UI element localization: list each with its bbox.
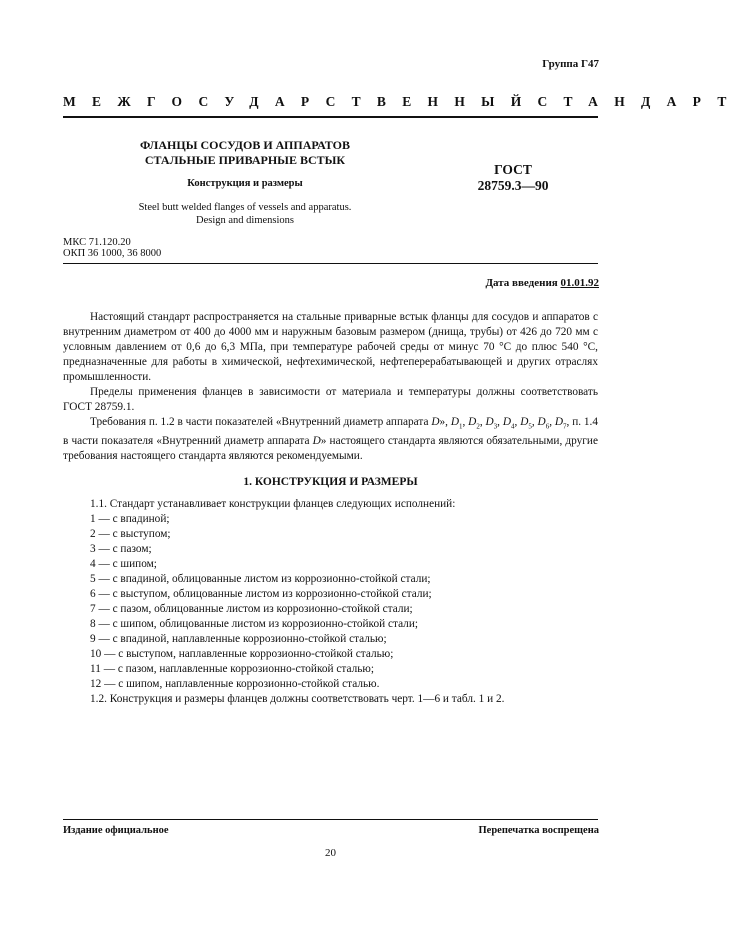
list-item: 9 — с впадиной, наплавленные коррозионно-стойкой сталью; bbox=[90, 633, 387, 646]
classification-codes bbox=[63, 237, 161, 259]
title-line-2: СТАЛЬНЫЕ ПРИВАРНЫЕ ВСТЫК bbox=[144, 153, 346, 167]
page-number: 20 bbox=[325, 847, 336, 859]
intro-date-value: 01.01.92 bbox=[560, 277, 599, 289]
paragraph-limits: Пределы применения фланцев в зависимости от материала и температуры должны соответствовать ГОСТ 28759.1. bbox=[63, 386, 598, 413]
list-item: 1 — с впадиной; bbox=[90, 513, 170, 526]
banner-divider bbox=[63, 116, 598, 118]
list-item: 8 — с шипом, облицованные листом из коррозионно-стойкой стали; bbox=[90, 618, 419, 631]
document-body bbox=[63, 310, 598, 707]
list-item: 4 — с шипом; bbox=[90, 558, 157, 571]
banner-word-standard: СТАНДАРТ bbox=[537, 94, 743, 109]
banner-word-interstate: МЕЖГОСУДАРСТВЕННЫЙ bbox=[63, 94, 538, 109]
title-line-1: ФЛАНЦЫ СОСУДОВ И АППАРАТОВ bbox=[140, 138, 350, 152]
clause-1-2: 1.2. Конструкция и размеры фланцев должны соответствовать черт. 1—6 и табл. 1 и 2. bbox=[90, 693, 505, 706]
gost-label: ГОСТ bbox=[494, 162, 532, 177]
title-english-line-1: Steel butt welded flanges of vessels and apparatus. bbox=[138, 202, 352, 213]
list-item: 6 — с выступом, облицованные листом из коррозионно-стойкой стали; bbox=[90, 588, 432, 601]
list-item: 3 — с пазом; bbox=[90, 543, 152, 556]
req-text-d: » настоящего стандарта являются обязательными, другие требования настоящего стандарта являются рекомендуемыми. bbox=[63, 435, 598, 463]
footer-official-edition: Издание официальное bbox=[63, 825, 169, 836]
req-text-a: Требования п. 1.2 в части показателей «Внутренний диаметр аппарата bbox=[90, 416, 432, 428]
footer-reprint-notice: Перепечатка воспрещена bbox=[478, 825, 599, 836]
req-text-b: », bbox=[439, 416, 451, 428]
footer-divider bbox=[63, 819, 598, 820]
list-item: 11 — с пазом, наплавленные коррозионно-стойкой сталью; bbox=[90, 663, 374, 676]
title-english bbox=[90, 201, 400, 227]
req-text-c: , п. 1.4 в части показателя «Внутренний диаметр аппарата bbox=[63, 416, 599, 448]
list-item: 5 — с впадиной, облицованные листом из коррозионно-стойкой стали; bbox=[90, 573, 431, 586]
list-item: 10 — с выступом, наплавленные коррозионно-стойкой сталью; bbox=[90, 648, 394, 661]
document-title-block bbox=[90, 138, 400, 227]
clause-1-1: 1.1. Стандарт устанавливает конструкции фланцев следующих исполнений: bbox=[90, 498, 456, 511]
introduction-date bbox=[485, 277, 599, 289]
header-divider bbox=[63, 263, 598, 264]
section-heading: 1. КОНСТРУКЦИЯ И РАЗМЕРЫ bbox=[243, 476, 418, 489]
paragraph-requirements: Требования п. 1.2 в части показателей «Внутренний диаметр аппарата D», $D_1$, $D_2$, $D_3$, $D_4$, $D_5$, $D_6$, $D_7$, п. 1.4 в части показателя «Внутренний диаметр аппарата D» настоящего стандарта являются обязательными, другие требования настоящего стандарта являются рекомендуемыми. bbox=[63, 416, 599, 463]
title-subtitle: Конструкция и размеры bbox=[187, 178, 303, 189]
title-english-line-2: Design and dimensions bbox=[196, 215, 294, 226]
paragraph-scope: Настоящий стандарт распространяется на стальные приварные встык фланцы для сосудов и аппаратов с внутренним диаметром от 400 до 4000 мм и наружным базовым размером (днища, трубы) от 426 до 720 мм с условным давлением от 0,6 до 6,3 МПа, при температуре рабочей среды от минус 70 °С до плюс 540 °С, предназначенные для работы в химической, нефтехимической, нефтеперерабатывающей и других отраслях промышленности. bbox=[63, 311, 598, 383]
list-item: 12 — с шипом, наплавленные коррозионно-стойкой сталью. bbox=[90, 678, 380, 691]
list-item: 2 — с выступом; bbox=[90, 528, 171, 541]
group-label: Группа Г47 bbox=[542, 58, 599, 70]
okp-code: ОКП 36 1000, 36 8000 bbox=[63, 248, 162, 259]
gost-designation bbox=[458, 162, 568, 194]
mks-code: МКС 71.120.20 bbox=[63, 237, 131, 248]
gost-number: 28759.3—90 bbox=[477, 178, 549, 193]
standard-banner bbox=[63, 94, 743, 110]
variants-list bbox=[63, 512, 598, 692]
list-item: 7 — с пазом, облицованные листом из коррозионно-стойкой стали; bbox=[90, 603, 413, 616]
intro-date-label: Дата введения bbox=[485, 277, 561, 289]
